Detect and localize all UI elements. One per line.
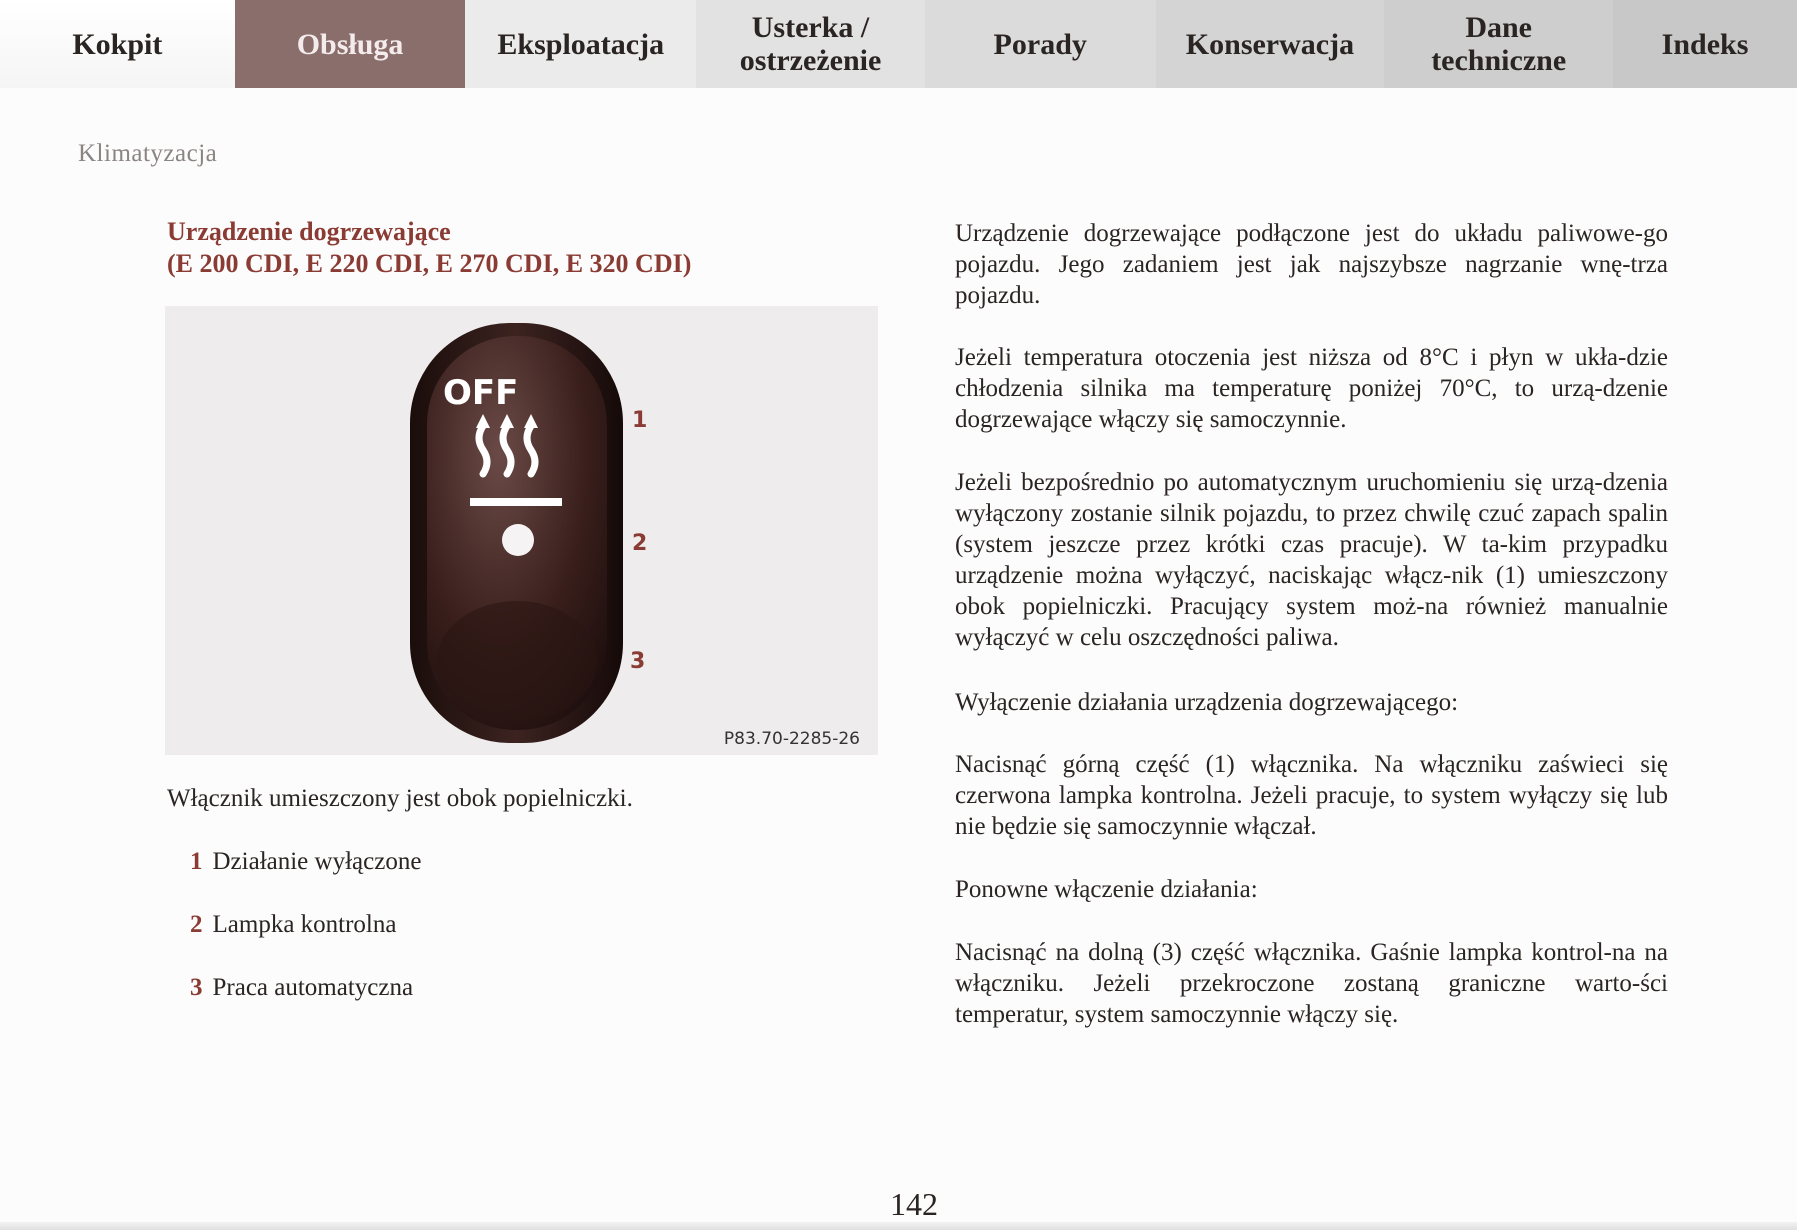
- chapter-tabs: [0, 0, 1797, 88]
- tab-label: Dane: [1465, 11, 1532, 44]
- tab-usterka[interactable]: [696, 0, 925, 88]
- callout-3: 3: [630, 649, 646, 674]
- callout-1: 1: [632, 408, 648, 433]
- tab-label: Kokpit: [72, 27, 163, 61]
- section-title: Klimatyzacja: [78, 140, 218, 167]
- legend-number: 3: [190, 974, 203, 1001]
- tab-porady[interactable]: [925, 0, 1156, 88]
- paragraph: Nacisnąć górną część (1) włącznika. Na włączniku zaświeci się czerwona lampka kontrolna. Jeżeli pracuje, to system wyłączy się lub nie będzie się samoczynnie włączał.: [955, 751, 1668, 840]
- heading-line: (E 200 CDI, E 220 CDI, E 270 CDI, E 320 CDI): [167, 249, 692, 278]
- switch-graphic: [165, 306, 878, 755]
- legend-item: [190, 911, 396, 939]
- tab-label: Porady: [993, 27, 1087, 61]
- tab-label: Usterka /: [751, 11, 870, 44]
- page-heading: [167, 216, 691, 280]
- tab-label: Eksploatacja: [497, 27, 665, 61]
- tab-obsluga[interactable]: [235, 0, 466, 88]
- paragraph: Ponowne włączenie działania:: [955, 876, 1258, 903]
- paragraph: Jeżeli bezpośrednio po automatycznym uruchomieniu się urzą-dzenia wyłączony zostanie silnik pojazdu, to przez chwilę czuć zapach spalin (system jeszcze przez krótki czas pracuje). W ta-kim przypadku urządzenie można wyłączyć, naciskając włącz-nik (1) umieszczony obok popielniczki. Pracujący system moż-na również manualnie wyłączyć w celu oszczędności paliwa.: [955, 469, 1668, 651]
- legend-item: [190, 974, 413, 1002]
- tab-label: Obsługa: [296, 27, 404, 61]
- tab-label: Konserwacja: [1185, 27, 1355, 61]
- callout-2: 2: [632, 531, 648, 556]
- paragraph: Nacisnąć na dolną (3) część włącznika. Gaśnie lampka kontrol-na na włączniku. Jeżeli przekroczone zostaną graniczne warto-ści temperatur, system samoczynnie włączy się.: [955, 939, 1668, 1028]
- tab-konserwacja[interactable]: [1156, 0, 1385, 88]
- paragraph: Urządzenie dogrzewające podłączone jest do układu paliwowe-go pojazdu. Jego zadaniem jest jak najszybsze nagrzanie wnę-trza pojazdu.: [955, 220, 1668, 309]
- off-label: OFF: [443, 373, 519, 413]
- tab-dane-techniczne[interactable]: [1384, 0, 1613, 88]
- legend-text: Lampka kontrolna: [212, 911, 397, 938]
- page-number: 142: [890, 1186, 938, 1222]
- tab-label: techniczne: [1431, 44, 1567, 77]
- heading-line: Urządzenie dogrzewające: [167, 217, 451, 246]
- legend-text: Praca automatyczna: [212, 974, 414, 1001]
- tab-label: ostrzeżenie: [739, 44, 882, 77]
- tab-indeks[interactable]: [1613, 0, 1797, 88]
- figure-code: P83.70-2285-26: [723, 729, 860, 749]
- legend-number: 2: [190, 911, 203, 938]
- tab-label: Indeks: [1661, 27, 1749, 61]
- legend-number: 1: [190, 848, 203, 875]
- tab-eksploatacja[interactable]: [465, 0, 696, 88]
- bottom-bar: [0, 1222, 1797, 1230]
- legend-item: [190, 848, 421, 876]
- switch-lower-shade: [437, 601, 597, 721]
- tab-kokpit[interactable]: [0, 0, 235, 88]
- paragraph: Jeżeli temperatura otoczenia jest niższa od 8°C i płyn w ukła-dzie chłodzenia silnika ma temperaturę poniżej 70°C, to urzą-dzenie dogrzewające włączy się samoczynnie.: [955, 344, 1668, 433]
- figure-caption: Włącznik umieszczony jest obok popielniczki.: [167, 785, 633, 812]
- legend-text: Działanie wyłączone: [212, 848, 422, 875]
- paragraph: Wyłączenie działania urządzenia dogrzewającego:: [955, 689, 1459, 716]
- indicator-lamp: [502, 524, 534, 556]
- switch-illustration: [165, 306, 878, 755]
